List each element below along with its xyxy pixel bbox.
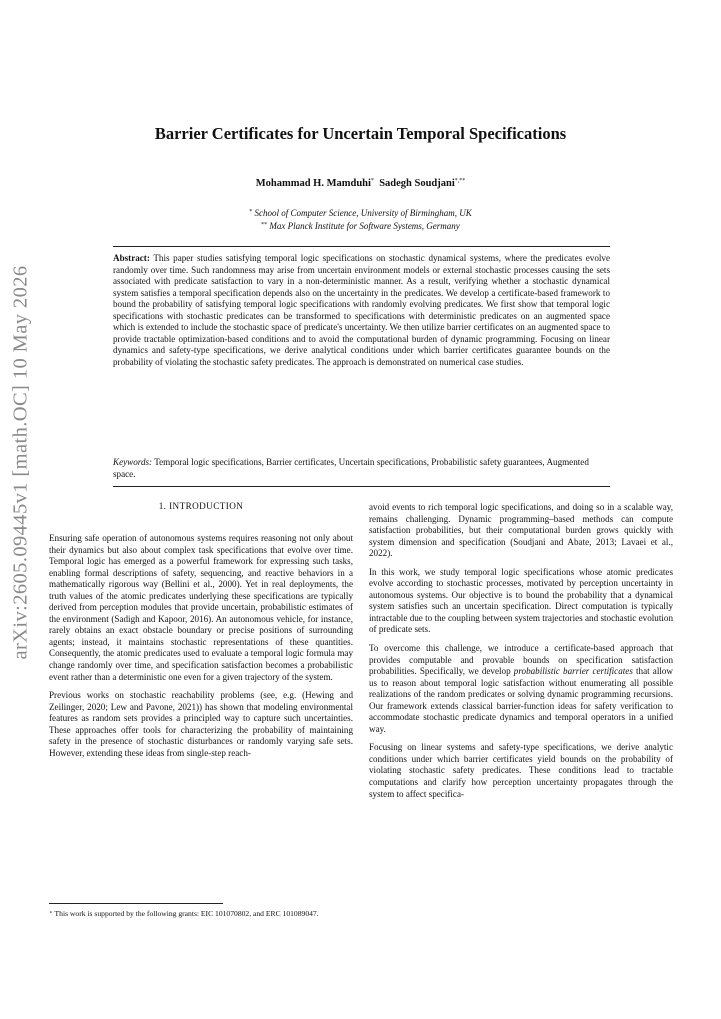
- author-line: [140, 178, 581, 189]
- arxiv-identifier-stamp: [5, 264, 37, 660]
- footnote-mark: ⋆: [49, 910, 53, 916]
- abstract-bottom-rule: [113, 486, 610, 487]
- keywords-label: Keywords:: [113, 457, 153, 467]
- footnote-text: This work is supported by the following grants: EIC 101070802, and ERC 101089047.: [54, 909, 319, 918]
- affiliation-1-text: School of Computer Science, University of Birmingham, UK: [254, 208, 472, 218]
- affiliation-1: [140, 207, 581, 220]
- paper-title: Barrier Certificates for Uncertain Temporal Specifications: [154, 124, 567, 143]
- intro-paragraph-1: Ensuring safe operation of autonomous systems requires reasoning not only about their dynamics but also about complex task specifications that evolve over time. Temporal logic has emerged as a powerful framework for expressing such tasks, enabling formal descriptions of safety, sequencing, and reactive behaviors in a mathematically rigorous way (Bellini et al., 2000). Yet in real deployments, the truth values of the atomic predicates underlying these specifications are typically derived from perception modules that provide uncertain, probabilistic estimates of the environment (Sadigh and Kapoor, 2016). An autonomous vehicle, for instance, rarely obtains an exact obstacle boundary or precise positions of surrounding agents; instead, it maintains stochastic representations of these quantities. Consequently, the atomic predicates used to evaluate a temporal logic formula may change randomly over time, and specification satisfaction becomes a probabilistic event rather than a deterministic one even for a given trajectory of the system.: [49, 533, 353, 682]
- abstract-block: [113, 253, 610, 368]
- funding-footnote: [49, 908, 353, 919]
- footnote-rule: [49, 903, 223, 904]
- affiliations: [140, 207, 581, 232]
- abstract-text: This paper studies satisfying temporal logic specifications on stochastic dynamical systems, where the predicates evolve randomly over time. Such randomness may arise from uncertain environment models or external stochastic processes causing the sets associated with predicate satisfaction to vary in a non-deterministic manner. As a result, verifying whether a stochastic dynamical system satisfies a temporal specification depends also on the uncertainty in the predicates. We develop a certificate-based framework to bound the probability of satisfying temporal logic specifications with randomly evolving predicates. We first show that temporal logic specifications with stochastic predicates can be transformed to specifications with deterministic predicates on an augmented space which is extended to include the stochastic space of predicate's uncertainty. We then utilize barrier certificates on an augmented space to provide tractable optimization-based conditions and to avoid the computational burden of dynamic programming. Focusing on linear dynamics and safety-type specifications, we derive analytical conditions under which barrier certificates guarantee bounds on the probability of violating the stochastic safety predicates. The approach is demonstrated on numerical case studies.: [113, 253, 610, 367]
- affiliation-1-mark: *: [249, 209, 253, 215]
- left-column: [49, 533, 353, 766]
- keywords-text: Temporal logic specifications, Barrier certificates, Uncertain specifications, Probabilistic safety guarantees, Augmented space.: [113, 457, 589, 479]
- arxiv-identifier-text: arXiv:2605.09445v1 [math.OC] 10 May 2026: [9, 264, 32, 660]
- intro-paragraph-5: [369, 643, 673, 735]
- author-2-mark: *,**: [454, 178, 466, 184]
- intro-paragraph-4: In this work, we study temporal logic specifications whose atomic predicates evolve according to stochastic processes, motivated by perception uncertainty in autonomous systems. Our objective is to bound the probability that a dynamical system satisfies such an uncertain specification. Direct computation is typically intractable due to the coupling between system trajectories and stochastic evolution of predicate sets.: [369, 566, 673, 635]
- section-heading-introduction: 1. INTRODUCTION: [158, 501, 244, 511]
- intro-paragraph-2: Previous works on stochastic reachability problems (see, e.g. (Hewing and Zeilinger, 2020; Lew and Pavone, 2021)) has shown that modeling environmental features as random sets provides a principled way to capture such uncertainties. These approaches offer tools for characterizing the probability of maintaining safety in the presence of stochastic disturbances or randomly varying safe sets. However, extending these ideas from single-step reach-: [49, 690, 353, 758]
- intro-paragraph-3: avoid events to rich temporal logic specifications, and doing so in a scalable way, remains challenging. Dynamic programming–based methods can compute satisfaction probabilities, but their computational burden grows quickly with system dimension and specification (Soudjani and Abate, 2013; Lavaei et al., 2022).: [369, 502, 673, 559]
- right-column: [369, 502, 673, 807]
- affiliation-2: [140, 220, 581, 233]
- author-1-mark: *: [370, 178, 374, 184]
- intro-paragraph-5-start: To overcome this challenge, we introduce a certificate-based approach that provides computable and provable bounds on specification satisfaction probabilities. Specifically, we develop: [369, 643, 673, 677]
- affiliation-2-text: Max Planck Institute for Software Systems, Germany: [269, 220, 460, 231]
- abstract-top-rule: [113, 246, 610, 247]
- intro-paragraph-6: Focusing on linear systems and safety-type specifications, we derive analytic conditions under which barrier certificates yield bounds on the probability of violating stochastic safety predicates. These conditions lead to tractable computations and clarify how perception uncertainty propagates through the system to affect specifica-: [369, 742, 673, 799]
- affiliation-2-mark: **: [261, 221, 268, 228]
- author-2-name: Sadegh Soudjani: [379, 178, 455, 189]
- keywords-block: [113, 457, 610, 480]
- author-1-name: Mohammad H. Mamduhi: [255, 178, 371, 189]
- intro-paragraph-5-end: that allow us to reason about temporal logic satisfaction without enumerating all possible realizations of the random predicates or solving dynamic programming recursions. Our framework extends classical barrier-function ideas for safety verification to accommodate stochastic predicate dynamics and temporal operators in a unified way.: [369, 666, 673, 734]
- abstract-label: Abstract:: [113, 253, 150, 263]
- intro-paragraph-5-emphasis: probabilistic barrier certificates: [513, 666, 633, 677]
